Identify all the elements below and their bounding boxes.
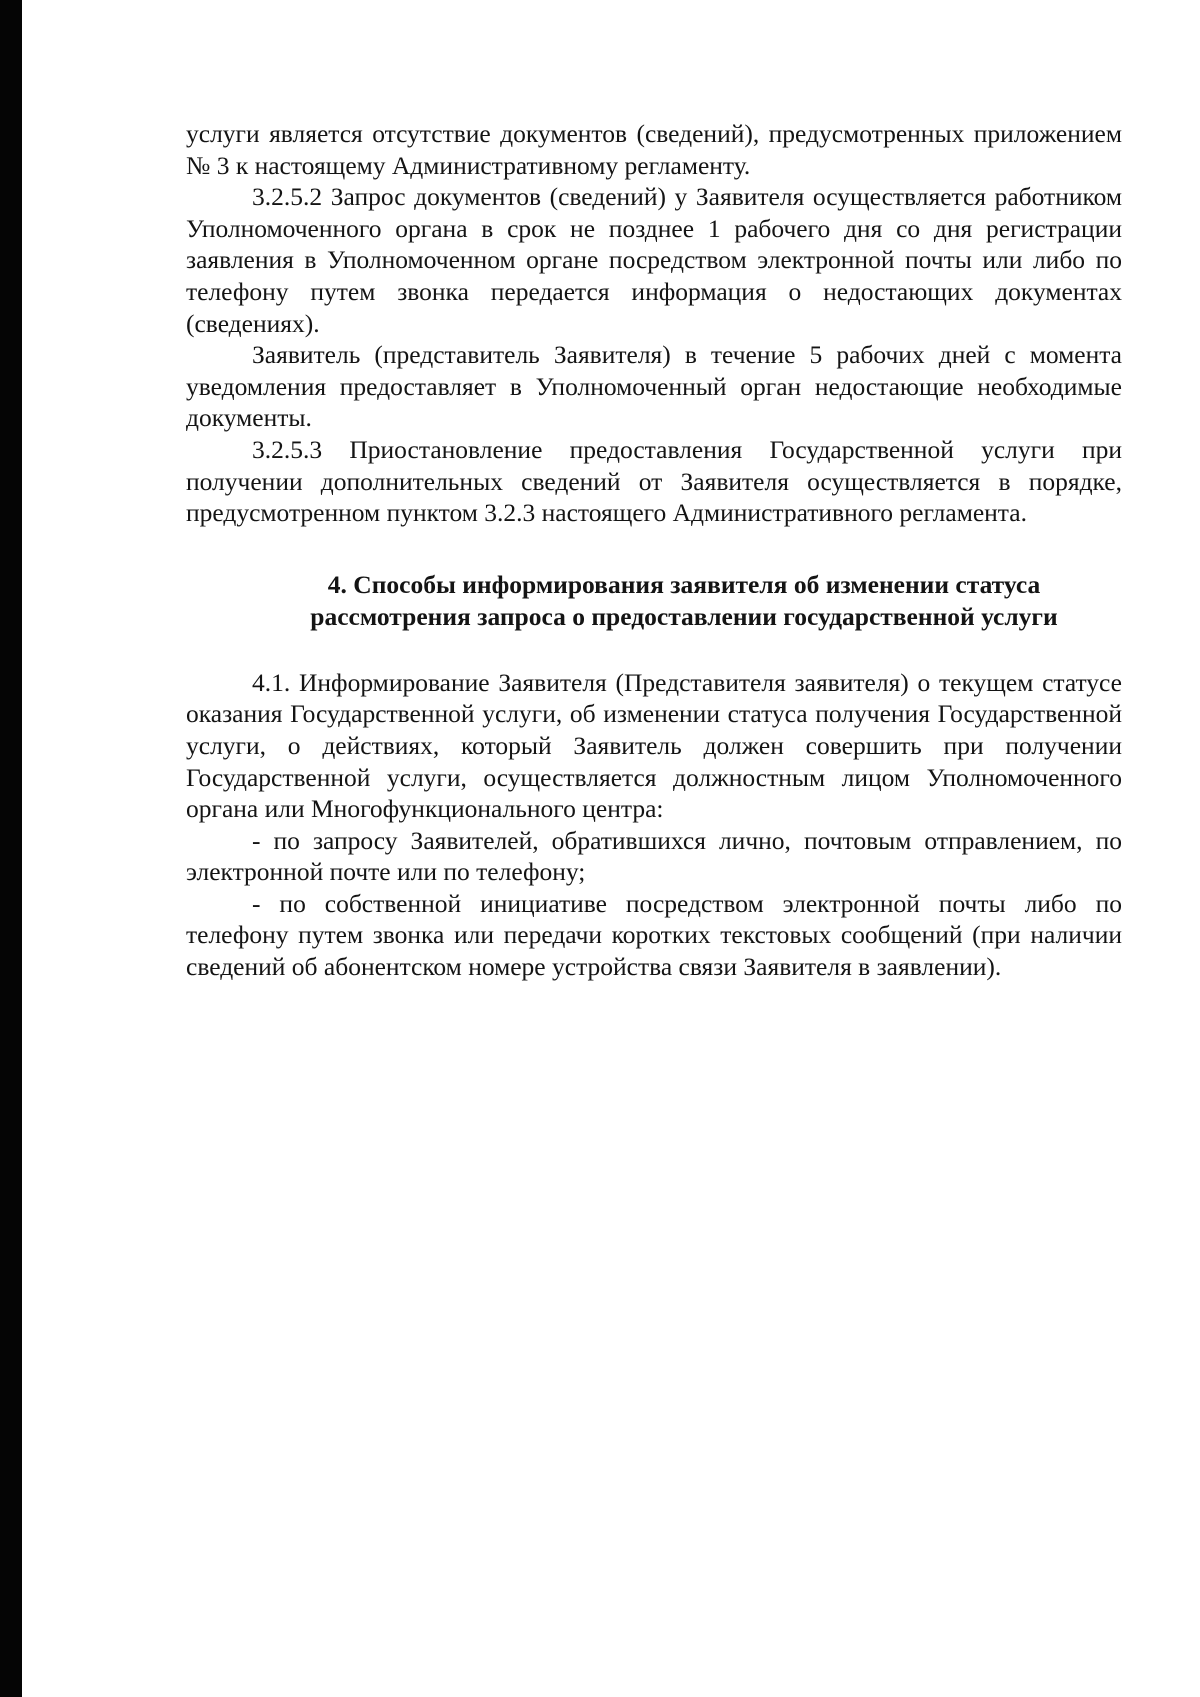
heading-line-1: 4. Способы информирования заявителя об изменении статуса <box>327 569 1041 599</box>
paragraph-3-2-5-3: 3.2.5.3 Приостановление предоставления Государственной услуги при получении дополнительных сведений от Заявителя осуществляется в порядке, предусмотренном пунктом 3.2.3 настоящего Административного регламента. <box>186 434 1122 528</box>
section-4-heading <box>186 569 1122 633</box>
paragraph-3-2-5-2: 3.2.5.2 Запрос документов (сведений) у Заявителя осуществляется работником Уполномоченного органа в срок не позднее 1 рабочего дня со дня регистрации заявления в Уполномоченном органе посредством электронной почты или либо по телефону путем звонка передается информация о недостающих документах (сведениях). <box>186 182 1122 338</box>
list-item-request: - по запросу Заявителей, обратившихся лично, почтовым отправлением, по электронной почте или по телефону; <box>186 825 1122 887</box>
heading-line-2: рассмотрения запроса о предоставлении государственной услуги <box>310 601 1058 631</box>
paragraph-applicant-submission: Заявитель (представитель Заявителя) в течение 5 рабочих дней с момента уведомления предоставляет в Уполномоченный орган недостающие необходимые документы. <box>186 340 1122 433</box>
document-body <box>186 118 1122 983</box>
paragraph-4-1: 4.1. Информирование Заявителя (Представителя заявителя) о текущем статусе оказания Государственной услуги, об изменении статуса получения Государственной услуги, о действиях, который Заявитель должен совершить при получении Государственной услуги, осуществляется должностным лицом Уполномоченного органа или Многофункционального центра: <box>186 667 1122 824</box>
list-item-own-initiative: - по собственной инициативе посредством электронной почты либо по телефону путем звонка или передачи коротких текстовых сообщений (при наличии сведений об абонентском номере устройства связи Заявителя в заявлении). <box>186 888 1122 982</box>
scan-edge <box>0 0 22 1697</box>
paragraph-continuation: услуги является отсутствие документов (сведений), предусмотренных приложением № 3 к настоящему Административному регламенту. <box>186 119 1122 180</box>
